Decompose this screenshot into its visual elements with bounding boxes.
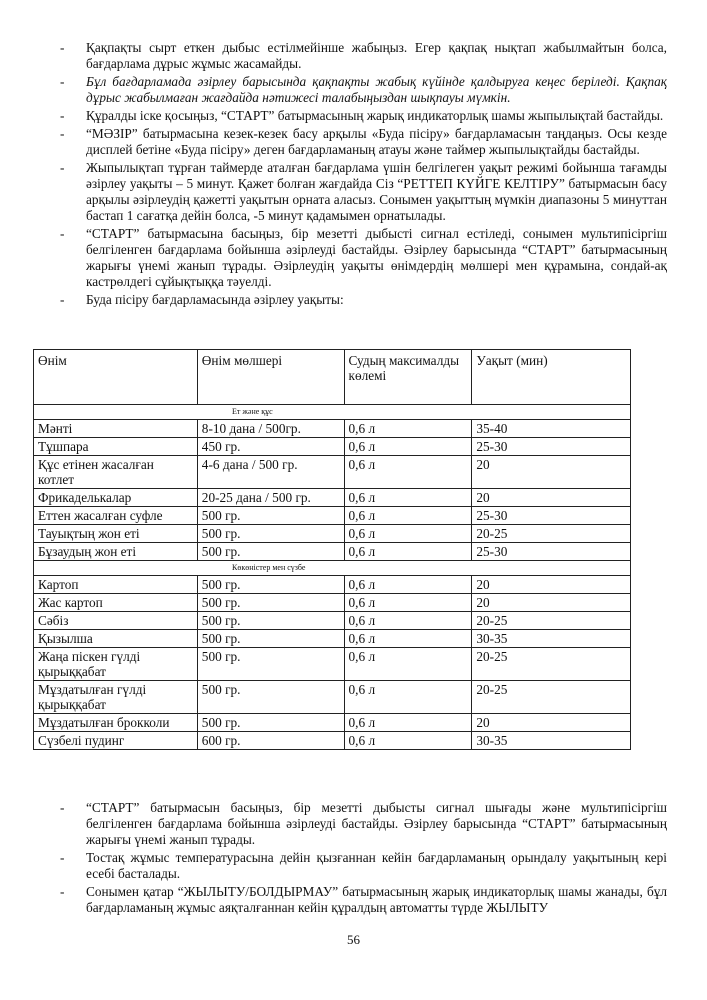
bullet-text: Қақпақты сырт еткен дыбыс естілмейінше жабыңыз. Егер қақпақ нықтап жабылмайтын болса, бағдарлама дұрыс жұмыс жасамайды.	[86, 40, 667, 71]
cell-time: 20	[472, 714, 631, 732]
header-amount: Өнім мөлшері	[197, 350, 344, 405]
table-row	[34, 438, 631, 456]
cell-water-volume: 0,6 л	[344, 525, 472, 543]
table-row	[34, 543, 631, 561]
section-title: Ет және құс	[34, 405, 631, 420]
cell-product: Тауықтың жон еті	[34, 525, 198, 543]
cell-time: 30-35	[472, 732, 631, 750]
cell-amount: 500 гр.	[197, 612, 344, 630]
bullet-text: Сонымен қатар “ЖЫЛЫТУ/БОЛДЫРМАУ” батырмасының жарық индикаторлық шамы жанады, бұл бағдарламаның жұмыс аяқталғаннан кейін құралдың автоматты түрде ЖЫЛЫТУ	[86, 884, 667, 915]
cell-time: 25-30	[472, 438, 631, 456]
table-row	[34, 612, 631, 630]
cell-amount: 450 гр.	[197, 438, 344, 456]
cell-water-volume: 0,6 л	[344, 456, 472, 489]
table-row	[34, 456, 631, 489]
cell-amount: 4-6 дана / 500 гр.	[197, 456, 344, 489]
cell-water-volume: 0,6 л	[344, 681, 472, 714]
bullet-text: “СТАРТ” батырмасын басыңыз, бір мезетті дыбысты сигнал шығады және мультипісіргіш белгіленген бағдарлама бойынша әзірлеуді бастайды. Әзірлеу барысында “СТАРТ” батырмасының жарығы үнемі жанып тұрады.	[86, 800, 667, 847]
cell-product: Мұздатылған гүлді қырыққабат	[34, 681, 198, 714]
cell-product: Сүзбелі пудинг	[34, 732, 198, 750]
cell-water-volume: 0,6 л	[344, 630, 472, 648]
cell-product: Құс етінен жасалған котлет	[34, 456, 198, 489]
cell-amount: 500 гр.	[197, 681, 344, 714]
cell-time: 25-30	[472, 543, 631, 561]
page-number: 56	[347, 932, 360, 947]
cell-water-volume: 0,6 л	[344, 489, 472, 507]
bullet-dash: -	[60, 800, 65, 815]
cell-amount: 8-10 дана / 500гр.	[197, 420, 344, 438]
cell-water-volume: 0,6 л	[344, 714, 472, 732]
header-product: Өнім	[34, 350, 198, 405]
cell-time: 20	[472, 456, 631, 489]
bullet-dash: -	[60, 292, 65, 307]
bullet-item	[60, 40, 667, 72]
table-row	[34, 489, 631, 507]
bullet-dash: -	[60, 40, 65, 55]
bullet-item	[60, 160, 667, 224]
outro-bullet-list	[60, 800, 667, 918]
cell-water-volume: 0,6 л	[344, 732, 472, 750]
bullet-dash: -	[60, 108, 65, 123]
cell-product: Мұздатылған брокколи	[34, 714, 198, 732]
bullet-dash: -	[60, 884, 65, 899]
table-row	[34, 594, 631, 612]
bullet-dash: -	[60, 850, 65, 865]
bullet-item	[60, 800, 667, 848]
cell-water-volume: 0,6 л	[344, 576, 472, 594]
cell-water-volume: 0,6 л	[344, 420, 472, 438]
table-row	[34, 732, 631, 750]
cell-water-volume: 0,6 л	[344, 612, 472, 630]
cell-water-volume: 0,6 л	[344, 507, 472, 525]
table-row	[34, 420, 631, 438]
intro-bullet-list	[60, 40, 667, 310]
cell-time: 30-35	[472, 630, 631, 648]
cell-product: Картоп	[34, 576, 198, 594]
cell-amount: 500 гр.	[197, 507, 344, 525]
cell-water-volume: 0,6 л	[344, 438, 472, 456]
bullet-text: Буда пісіру бағдарламасында әзірлеу уақыты:	[86, 292, 344, 307]
bullet-item	[60, 126, 667, 158]
cell-time: 20	[472, 576, 631, 594]
table-header-row	[34, 350, 631, 405]
cell-amount: 500 гр.	[197, 525, 344, 543]
table-row	[34, 714, 631, 732]
bullet-text: Жыпылықтап тұрған таймерде аталған бағдарлама үшін белгілеген уақыт режимі бойынша тағамды әзірлеу уақыты – 5 минут. Қажет болған жағдайда Сіз “РЕТТЕП КҮЙГЕ КЕЛТІРУ” батырмасын басу арқылы әзірлеудің қажетті уақытын орната аласыз. Сонымен уақыттың мүмкін диапазоны 5 минуттан бастап 1 сағатқа дейін болса, -5 минут қадамымен орнатылады.	[86, 160, 667, 223]
bullet-item	[60, 74, 667, 106]
cell-amount: 500 гр.	[197, 594, 344, 612]
cell-product: Мәнті	[34, 420, 198, 438]
cell-time: 25-30	[472, 507, 631, 525]
table-body	[34, 405, 631, 750]
bullet-item	[60, 884, 667, 916]
cell-product: Еттен жасалған суфле	[34, 507, 198, 525]
table-row	[34, 630, 631, 648]
cell-product: Фрикаделькалар	[34, 489, 198, 507]
bullet-text: “МӘЗІР” батырмасына кезек-кезек басу арқылы «Буда пісіру» бағдарламасын таңдаңыз. Осы кезде дисплей бетіне «Буда пісіру» деген бағдарламаның атауы және таймер жыпылықтайды бастайды.	[86, 126, 667, 157]
header-water-volume: Судың максималды көлемі	[344, 350, 472, 405]
bullet-item	[60, 850, 667, 882]
cell-time: 20	[472, 594, 631, 612]
cell-amount: 500 гр.	[197, 576, 344, 594]
cell-time: 20-25	[472, 525, 631, 543]
table-row	[34, 507, 631, 525]
cell-amount: 20-25 дана / 500 гр.	[197, 489, 344, 507]
bullet-text: Құралды іске қосыңыз, “СТАРТ” батырмасының жарық индикаторлық шамы жыпылықтай бастайды.	[86, 108, 664, 123]
cell-time: 20-25	[472, 648, 631, 681]
steam-cooking-table	[33, 349, 631, 750]
cell-water-volume: 0,6 л	[344, 648, 472, 681]
cell-amount: 500 гр.	[197, 543, 344, 561]
bullet-text: “СТАРТ” батырмасына басыңыз, бір мезетті дыбысті сигнал естіледі, сонымен мультипісіргіш белгіленген бағдарлама бойынша әзірлеуді бастайды. Әзірлеу барысында “СТАРТ” батырмасының жарығы үнемі жанып тұрады. Әзірлеудің уақыты өнімдердің мөлшері мен құрамына, сондай-ақ кастрөлдегі сұйықтыққа тәуелді.	[86, 226, 667, 289]
cell-product: Тұшпара	[34, 438, 198, 456]
cell-time: 35-40	[472, 420, 631, 438]
cell-time: 20	[472, 489, 631, 507]
cell-amount: 500 гр.	[197, 630, 344, 648]
bullet-dash: -	[60, 226, 65, 241]
cell-time: 20-25	[472, 681, 631, 714]
cell-water-volume: 0,6 л	[344, 543, 472, 561]
table-row	[34, 681, 631, 714]
cell-product: Қызылша	[34, 630, 198, 648]
cell-product: Сәбіз	[34, 612, 198, 630]
bullet-dash: -	[60, 126, 65, 141]
cell-amount: 500 гр.	[197, 648, 344, 681]
cell-product: Жас картоп	[34, 594, 198, 612]
cell-amount: 500 гр.	[197, 714, 344, 732]
cell-product: Бұзаудың жон еті	[34, 543, 198, 561]
table-row	[34, 648, 631, 681]
bullet-dash: -	[60, 74, 65, 89]
table-row	[34, 576, 631, 594]
cell-amount: 600 гр.	[197, 732, 344, 750]
bullet-item	[60, 226, 667, 290]
bullet-item	[60, 108, 667, 124]
cell-time: 20-25	[472, 612, 631, 630]
section-row	[34, 405, 631, 420]
bullet-dash: -	[60, 160, 65, 175]
bullet-text: Тостақ жұмыс температурасына дейін қызғаннан кейін бағдарламаның орындалу уақытының кері есебі басталады.	[86, 850, 667, 881]
cell-product: Жаңа піскен гүлді қырыққабат	[34, 648, 198, 681]
bullet-item	[60, 292, 667, 308]
table-row	[34, 525, 631, 543]
section-row	[34, 561, 631, 576]
header-time: Уақыт (мин)	[472, 350, 631, 405]
section-title: Көкөністер мен сүзбе	[34, 561, 631, 576]
cell-water-volume: 0,6 л	[344, 594, 472, 612]
bullet-text: Бұл бағдарламада әзірлеу барысында қақпақты жабық күйінде қалдыруға кеңес беріледі. Қақпақ дұрыс жабылмаған жағдайда нәтижесі талабыңыздан шықпауы мүмкін.	[86, 74, 667, 105]
